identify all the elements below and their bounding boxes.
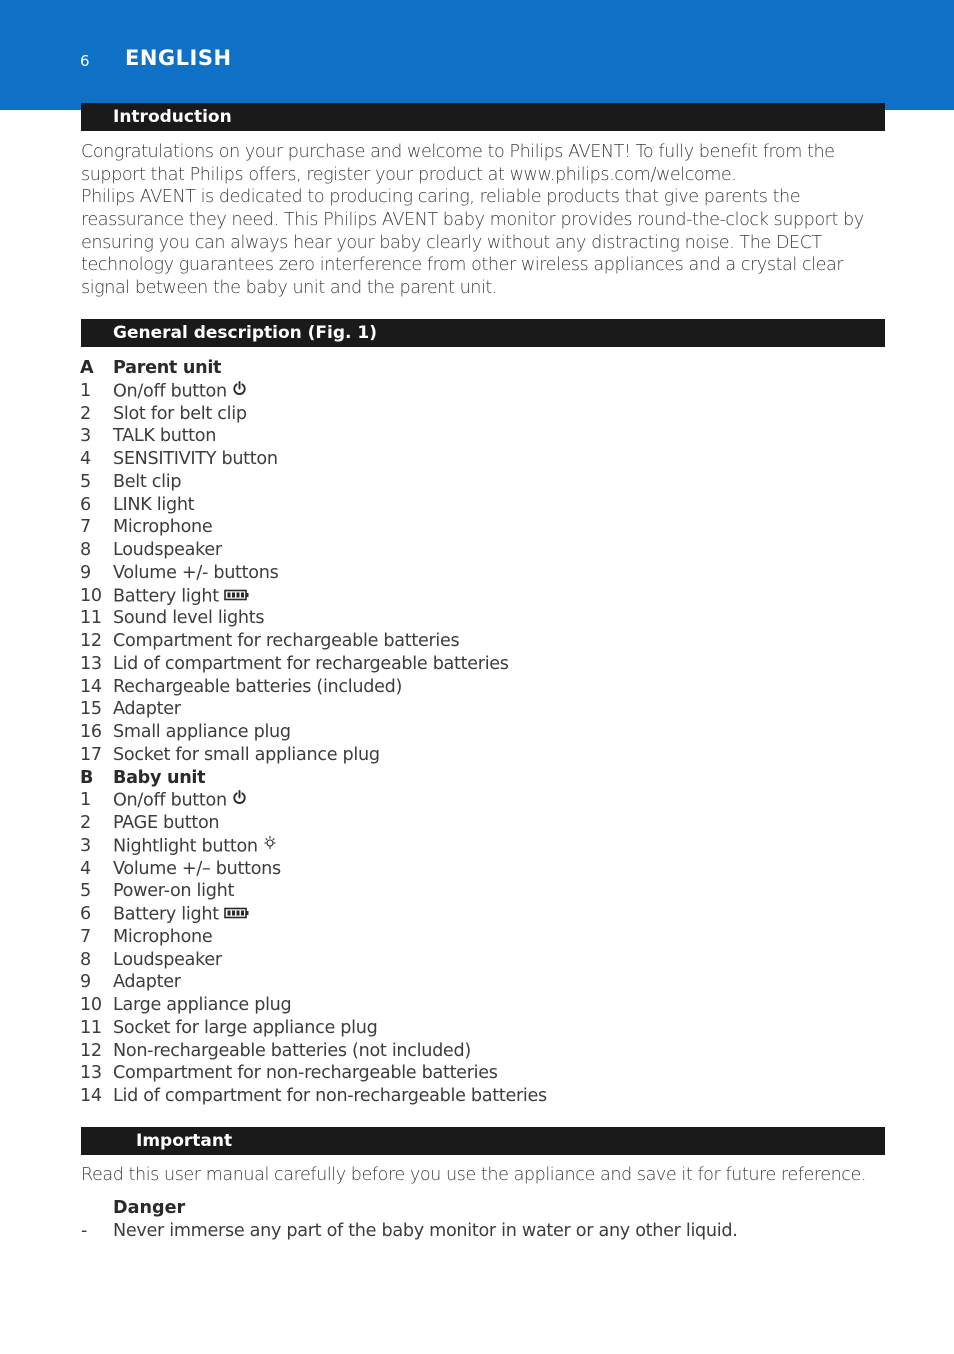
nightlight-icon	[263, 835, 277, 858]
danger-heading: Danger	[113, 1198, 186, 1218]
item-number: 9	[80, 972, 91, 993]
item-text: On/off button	[113, 381, 227, 402]
item-text: Compartment for non-rechargeable batteries	[113, 1063, 498, 1084]
item-number: 2	[80, 813, 91, 833]
item-text: TALK button	[113, 426, 217, 447]
list-item	[80, 926, 880, 949]
item-number: 2	[80, 403, 91, 424]
item-text: On/off button	[113, 790, 227, 811]
power-icon	[232, 380, 247, 403]
item-number: 6	[80, 494, 91, 515]
item-number: 4	[80, 858, 91, 879]
item-text: Microphone	[113, 926, 213, 947]
item-text: Volume +/– buttons	[113, 858, 281, 879]
item-number: 15	[80, 699, 102, 720]
list-item	[80, 721, 880, 744]
section-bar-important	[81, 1127, 885, 1155]
language-title: ENGLISH	[125, 46, 232, 70]
item-text: PAGE button	[113, 813, 220, 833]
item-number: 7	[80, 517, 91, 538]
item-number: 8	[80, 949, 91, 970]
list-item	[80, 494, 880, 517]
list-item	[80, 653, 880, 676]
section-title-introduction: Introduction	[113, 107, 232, 127]
item-number: 1	[80, 790, 91, 811]
list-item	[80, 994, 880, 1017]
item-text: SENSITIVITY button	[113, 449, 278, 469]
item-text: Slot for belt clip	[113, 403, 247, 424]
list-item	[80, 403, 880, 426]
item-text: Battery light	[113, 904, 219, 925]
list-item	[80, 516, 880, 539]
item-number: 13	[80, 1063, 102, 1084]
item-number: 12	[80, 1040, 102, 1061]
list-item	[80, 1062, 880, 1085]
item-number: 16	[80, 722, 102, 742]
list-item	[80, 471, 880, 494]
item-number: 10	[80, 995, 102, 1015]
list-item	[80, 425, 880, 448]
item-text: Loudspeaker	[113, 540, 222, 560]
item-number: 3	[80, 426, 91, 447]
list-item	[80, 903, 880, 926]
list-item	[80, 789, 880, 812]
list-item	[80, 1017, 880, 1040]
item-text: Microphone	[113, 517, 213, 538]
list-item	[80, 380, 880, 403]
item-number: 1	[80, 380, 91, 401]
battery-icon	[224, 903, 249, 926]
item-text: Belt clip	[113, 471, 182, 492]
list-item	[80, 630, 880, 653]
item-text: Socket for small appliance plug	[113, 744, 380, 765]
item-text: Large appliance plug	[113, 995, 292, 1015]
list-item	[80, 744, 880, 767]
item-text: Loudspeaker	[113, 949, 222, 970]
page-number: 6	[80, 52, 90, 70]
item-text: Adapter	[113, 972, 181, 993]
list-item	[80, 448, 880, 471]
item-number: 17	[80, 744, 102, 765]
item-text: Non-rechargeable batteries (not included)	[113, 1040, 471, 1061]
list-item	[80, 539, 880, 562]
section-title-general-description: General description (Fig. 1)	[113, 323, 377, 343]
item-number: 14	[80, 676, 102, 697]
intro-paragraph-2: Philips AVENT is dedicated to producing caring, reliable products that give parents the reassurance they need. This Philips AVENT baby monitor provides round-the-clock support by ensuring you can always hear your baby clearly without any distracting noise. The DECT technology guarantees zero interference from other wireless appliances and a crystal clear signal between the baby unit and the parent unit.	[81, 187, 864, 299]
item-number: 11	[80, 1017, 102, 1038]
group-label: Baby unit	[113, 767, 206, 788]
item-text: Adapter	[113, 699, 181, 720]
list-item	[80, 607, 880, 630]
item-number: 13	[80, 653, 102, 674]
item-text: Sound level lights	[113, 608, 265, 629]
item-number: 5	[80, 881, 91, 902]
item-text: Lid of compartment for non-rechargeable batteries	[113, 1086, 547, 1106]
section-title-important: Important	[136, 1131, 233, 1151]
parts-list	[80, 357, 880, 1108]
bullet-text: Never immerse any part of the baby monitor in water or any other liquid.	[113, 1221, 738, 1241]
item-number: 7	[80, 926, 91, 947]
list-item	[80, 812, 880, 835]
item-text: Power-on light	[113, 881, 235, 902]
group-label: Parent unit	[113, 358, 222, 378]
group-letter: A	[80, 358, 94, 378]
item-number: 12	[80, 631, 102, 651]
item-number: 9	[80, 562, 91, 583]
item-number: 11	[80, 608, 102, 629]
list-item	[80, 676, 880, 699]
item-number: 3	[80, 835, 91, 856]
item-text: Nightlight button	[113, 836, 258, 857]
power-icon	[232, 789, 247, 812]
list-item	[80, 971, 880, 994]
item-text: Socket for large appliance plug	[113, 1017, 378, 1038]
item-text: LINK light	[113, 494, 195, 515]
battery-icon	[224, 585, 249, 608]
item-number: 5	[80, 471, 91, 492]
group-letter: B	[80, 767, 94, 788]
list-item	[80, 858, 880, 881]
list-item	[80, 585, 880, 608]
baby-unit-heading	[80, 767, 880, 790]
list-item	[80, 880, 880, 903]
item-number: 6	[80, 904, 91, 924]
list-item	[80, 698, 880, 721]
item-number: 10	[80, 585, 102, 606]
item-text: Lid of compartment for rechargeable batteries	[113, 653, 509, 674]
parent-unit-heading	[80, 357, 880, 380]
list-item	[80, 1085, 880, 1108]
item-text: Volume +/- buttons	[113, 562, 279, 583]
section-bar-introduction	[81, 103, 885, 131]
item-text: Rechargeable batteries (included)	[113, 676, 403, 697]
list-item	[80, 949, 880, 972]
item-number: 8	[80, 540, 91, 560]
item-text: Compartment for rechargeable batteries	[113, 631, 460, 651]
item-text: Battery light	[113, 585, 219, 606]
list-item	[80, 562, 880, 585]
section-bar-general-description	[81, 319, 885, 347]
header-band	[0, 0, 954, 110]
item-number: 4	[80, 449, 91, 469]
item-text: Small appliance plug	[113, 722, 291, 742]
important-intro: Read this user manual carefully before you use the appliance and save it for future reference.	[81, 1165, 867, 1185]
bullet-dash: -	[81, 1221, 88, 1241]
list-item	[80, 1040, 880, 1063]
item-number: 14	[80, 1086, 102, 1106]
intro-paragraph-1: Congratulations on your purchase and welcome to Philips AVENT! To fully benefit from the support that Philips offers, register your product at www.philips.com/welcome.	[81, 142, 835, 185]
list-item	[80, 835, 880, 858]
